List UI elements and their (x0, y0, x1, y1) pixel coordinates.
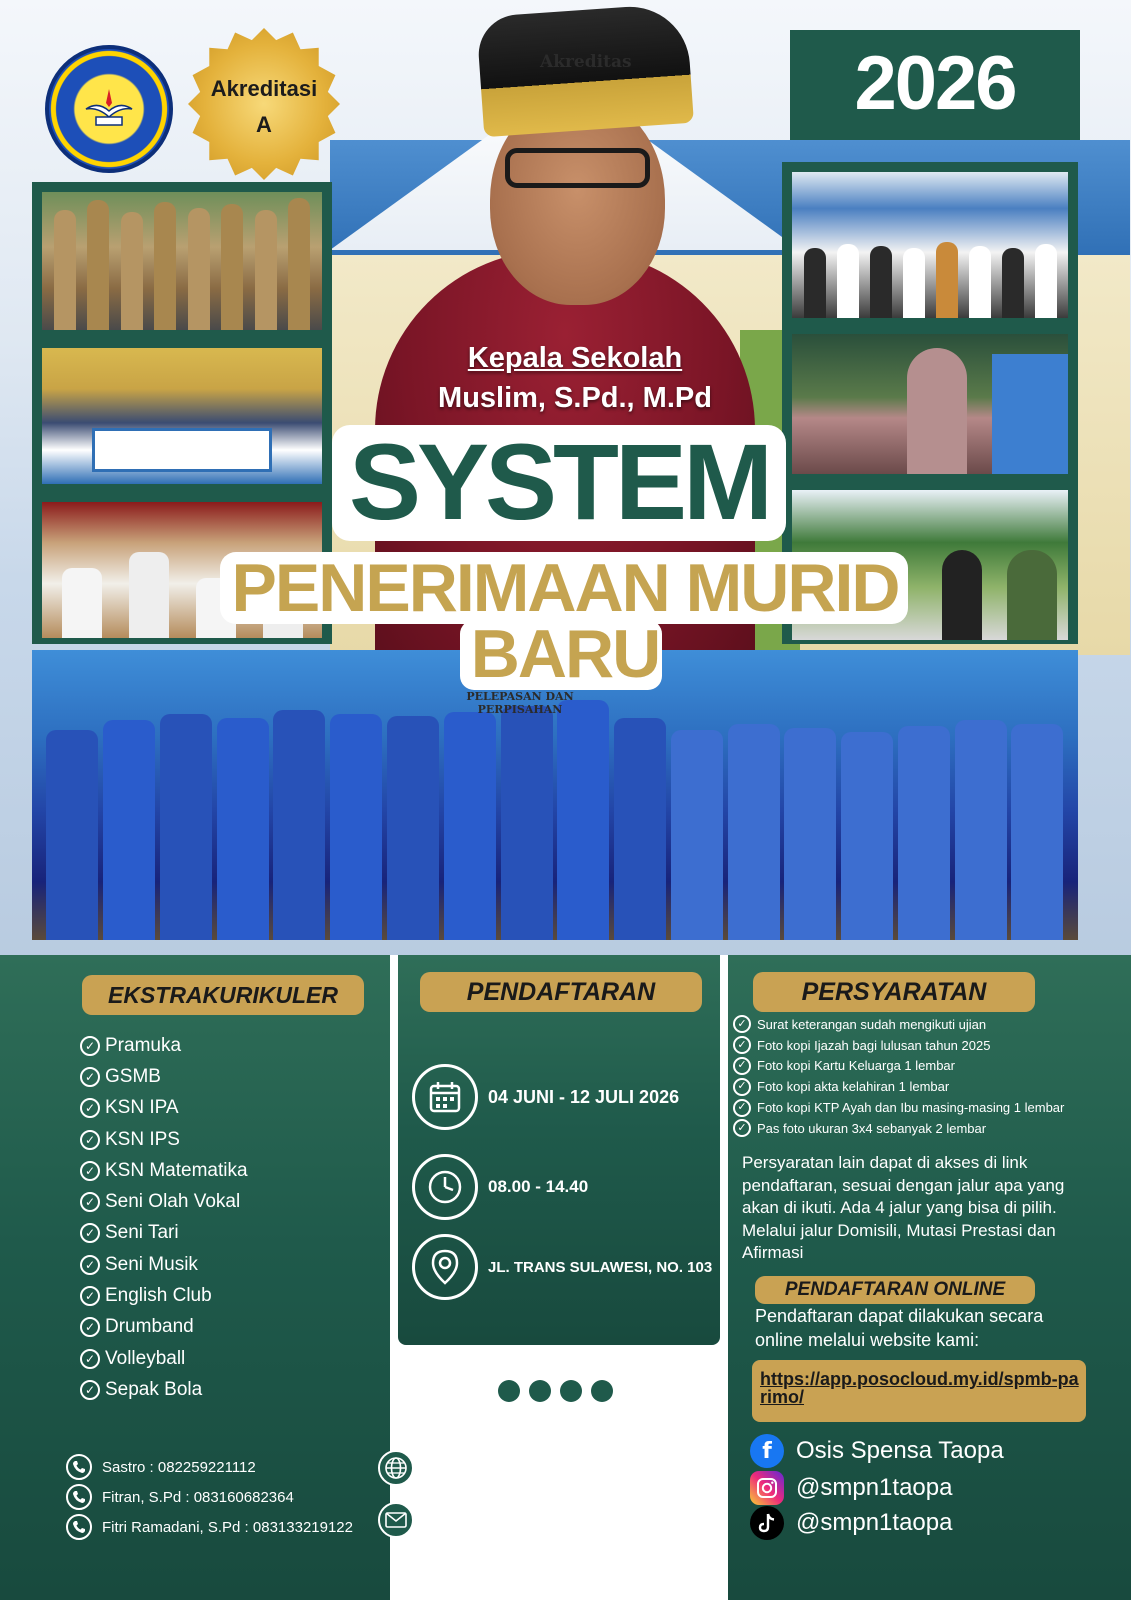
accreditation-seal (188, 28, 340, 180)
online-registration-title: PENDAFTARAN ONLINE (755, 1276, 1035, 1304)
social-tiktok[interactable]: @smpn1taopa (750, 1506, 952, 1540)
check-icon: ✓ (80, 1286, 100, 1306)
dot (560, 1380, 582, 1402)
hat-text: Akreditas (540, 52, 632, 72)
principal-name: Muslim, S.Pd., M.Pd (438, 382, 712, 414)
check-icon: ✓ (733, 1119, 751, 1137)
location-pin-icon (412, 1234, 478, 1300)
check-icon: ✓ (733, 1036, 751, 1054)
check-icon: ✓ (80, 1255, 100, 1275)
social-instagram[interactable]: @smpn1taopa (750, 1471, 952, 1505)
tiktok-icon (750, 1506, 784, 1540)
list-item: ✓ Pramuka (80, 1030, 248, 1061)
list-item: ✓ KSN IPS (80, 1124, 248, 1155)
contact-list (66, 1452, 353, 1542)
requirements-title: PERSYARATAN (753, 972, 1035, 1012)
social-facebook[interactable]: f Osis Spensa Taopa (750, 1434, 1004, 1468)
banner-smp (92, 428, 272, 472)
headline-penerimaan-murid: PENERIMAAN MURID (231, 550, 899, 626)
list-item: ✓ GSMB (80, 1061, 248, 1092)
year-label: 2026 (854, 41, 1016, 126)
photo-student-speech (792, 334, 1068, 474)
staff-banner-text: PELEPASAN DAN PERPISAHAN (466, 690, 574, 716)
extracurricular-title: EKSTRAKURIKULER (82, 975, 364, 1015)
website-link[interactable]: https://smpn1-taopa.ach.id/ (378, 1450, 701, 1486)
requirements-note: Persyaratan lain dapat di akses di link pendaftaran, sesuai dengan jalur apa yang akan di ikuti. Ada 4 jalur yang bisa di pilih. Melalui jalur Domisili, Mutasi Prestasi dan Afirmasi (742, 1153, 1065, 1262)
email-link[interactable]: smpntaopa@gmail.com (378, 1502, 664, 1538)
check-icon: ✓ (80, 1098, 100, 1118)
check-icon: ✓ (733, 1099, 751, 1117)
list-item: ✓ Seni Olah Vokal (80, 1186, 248, 1217)
mail-icon (378, 1502, 414, 1538)
check-icon: ✓ (80, 1223, 100, 1243)
check-icon: ✓ (80, 1161, 100, 1181)
photo-students-flags (792, 172, 1068, 318)
list-item: ✓ Pas foto ukuran 3x4 sebanyak 2 lembar (733, 1118, 1064, 1139)
list-item: ✓ KSN Matematika (80, 1155, 248, 1186)
check-icon: ✓ (80, 1130, 100, 1150)
extracurricular-list (80, 1030, 248, 1406)
list-item: ✓ Foto kopi akta kelahiran 1 lembar (733, 1076, 1064, 1097)
online-registration-link[interactable]: https://app.posocloud.my.id/spmb-parimo/ (752, 1360, 1086, 1422)
check-icon: ✓ (80, 1192, 100, 1212)
facebook-icon: f (750, 1434, 784, 1468)
school-logo-emblem-icon (82, 85, 136, 129)
phone-icon (66, 1514, 92, 1540)
list-item: ✓ Surat keterangan sudah mengikuti ujian (733, 1014, 1064, 1035)
list-item: ✓ Foto kopi Ijazah bagi lulusan tahun 2025 (733, 1035, 1064, 1056)
list-item: ✓ KSN IPA (80, 1093, 248, 1124)
check-icon: ✓ (80, 1349, 100, 1369)
contact-item[interactable]: Fitran, S.Pd : 083160682364 (66, 1482, 353, 1512)
principal-label: Kepala Sekolah (467, 342, 683, 374)
registration-title: PENDAFTARAN (420, 972, 702, 1012)
photo-scouts (42, 192, 322, 330)
globe-icon (378, 1450, 414, 1486)
check-icon: ✓ (80, 1036, 100, 1056)
list-item: ✓ Seni Musik (80, 1249, 248, 1280)
dot (529, 1380, 551, 1402)
photo-students-banner (42, 348, 322, 484)
accreditation-title: Akreditasi (210, 76, 318, 101)
list-item: ✓ Foto kopi KTP Ayah dan Ibu masing-masing 1 lembar (733, 1097, 1064, 1118)
list-item: ✓ English Club (80, 1280, 248, 1311)
principal-photo-glasses (505, 148, 650, 188)
check-icon: ✓ (80, 1380, 100, 1400)
phone-icon (66, 1454, 92, 1480)
contact-item[interactable]: Fitri Ramadani, S.Pd : 083133219122 (66, 1512, 353, 1542)
online-registration-note: Pendaftaran dapat dilakukan secara online melalui website kami: (755, 1306, 1044, 1350)
check-icon: ✓ (733, 1015, 751, 1033)
check-icon: ✓ (80, 1317, 100, 1337)
check-icon: ✓ (80, 1067, 100, 1087)
list-item: ✓ Seni Tari (80, 1218, 248, 1249)
accreditation-grade: A (256, 112, 272, 137)
list-item: ✓ Sepak Bola (80, 1374, 248, 1405)
dot (591, 1380, 613, 1402)
phone-icon (66, 1484, 92, 1510)
registration-time: 08.00 - 14.40 (412, 1154, 588, 1220)
instagram-icon (750, 1471, 784, 1505)
clock-icon (412, 1154, 478, 1220)
contact-item[interactable]: Sastro : 082259221112 (66, 1452, 353, 1482)
check-icon: ✓ (733, 1078, 751, 1096)
calendar-icon (412, 1064, 478, 1130)
headline-baru: BARU (470, 616, 660, 692)
dot (498, 1380, 520, 1402)
registration-address: JL. TRANS SULAWESI, NO. 103 (412, 1234, 712, 1300)
list-item: ✓ Foto kopi Kartu Keluarga 1 lembar (733, 1056, 1064, 1077)
requirements-list (733, 1014, 1064, 1139)
registration-date: 04 JUNI - 12 JULI 2026 (412, 1064, 679, 1130)
pagination-dots (498, 1380, 613, 1402)
list-item: ✓ Volleyball (80, 1343, 248, 1374)
check-icon: ✓ (733, 1057, 751, 1075)
headline-system: SYSTEM (348, 421, 770, 542)
list-item: ✓ Drumband (80, 1312, 248, 1343)
